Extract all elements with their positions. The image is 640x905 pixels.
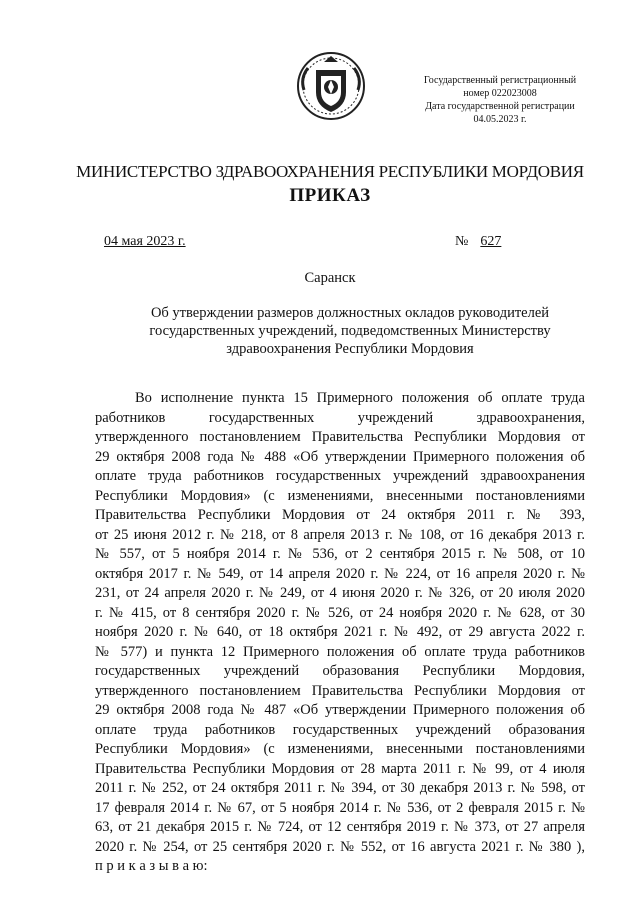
order-title: ПРИКАЗ [289, 185, 371, 206]
coat-of-arms-icon [296, 50, 366, 122]
body-line: работников государственных учреждений здравоохранения, [95, 409, 585, 426]
subject-line: Об утверждении размеров должностных окладов руководителей [150, 305, 550, 321]
body-line: 29 октября 2008 года № 487 «Об утверждении Примерного положения об [95, 702, 585, 718]
registration-line: Дата государственной регистрации [425, 101, 575, 112]
body-line: Республики Мордовия» (с изменениями, внесенными постановлениями [95, 487, 585, 504]
order-body [95, 389, 585, 877]
body-line: № 557, от 5 ноября 2014 г. № 536, от 2 сентября 2015 г. № 508, от 10 [95, 546, 585, 562]
registration-line: Государственный регистрационный [423, 75, 577, 86]
body-line: 17 февраля 2014 г. № 67, от 5 ноября 2014 г. № 536, от 2 февраля 2015 г. № [95, 799, 585, 816]
body-line: № 577) и пункта 12 Примерного положения об оплате труда работников [95, 643, 585, 660]
body-line: Во исполнение пункта 15 Примерного положения об оплате труда [135, 390, 585, 406]
body-line: 29 октября 2008 года № 488 «Об утверждении Примерного положения об [95, 448, 585, 465]
body-line: 231, от 24 апреля 2020 г. № 249, от 4 июня 2020 г. № 326, от 20 июля 2020 [95, 585, 585, 601]
subject-line: государственных учреждений, подведомственных Министерству [149, 323, 551, 339]
body-line: октября 2017 г. № 549, от 14 апреля 2020 г. № 224, от 16 апреля 2020 г. № [95, 565, 585, 582]
registration-date: 04.05.2023 г. [473, 114, 527, 125]
body-line: оплате труда работников государственных учреждений здравоохранения [95, 468, 585, 484]
order-date: 04 мая 2023 г. [104, 234, 186, 249]
ministry-name: МИНИСТЕРСТВО ЗДРАВООХРАНЕНИЯ РЕСПУБЛИКИ МОРДОВИЯ [76, 162, 584, 181]
body-line: 2020 г. № 254, от 25 сентября 2020 г. № 552, от 16 августа 2021 г. № 380 ), [95, 838, 585, 855]
order-number [455, 234, 501, 250]
body-line: утвержденного постановлением Правительства Республики Мордовия от [95, 682, 585, 699]
body-line: 2011 г. № 252, от 24 октября 2011 г. № 394, от 30 декабря 2013 г. № 598, от [95, 780, 585, 796]
registration-info [398, 74, 602, 126]
number-sign: № [455, 234, 469, 249]
body-line-orders: п р и к а з ы в а ю: [95, 858, 208, 874]
subject-line: здравоохранения Республики Мордовия [226, 341, 474, 357]
body-line: Правительства Республики Мордовия от 28 марта 2011 г. № 99, от 4 июля [95, 760, 585, 777]
body-line: государственных учреждений образования Республики Мордовия, [95, 663, 585, 679]
order-subject [120, 304, 580, 358]
order-number-value: 627 [480, 234, 502, 249]
body-line: г. № 415, от 8 сентября 2020 г. № 526, от 24 ноября 2020 г. № 628, от 30 [95, 604, 585, 621]
city: Саранск [304, 270, 356, 286]
registration-number: номер 022023008 [463, 88, 537, 99]
body-line: от 25 июня 2012 г. № 218, от 8 апреля 2013 г. № 108, от 16 декабря 2013 г. [95, 526, 585, 543]
body-line: утвержденного постановлением Правительства Республики Мордовия от [95, 429, 585, 445]
body-line: ноября 2020 г. № 640, от 18 октября 2021 г. № 492, от 29 августа 2022 г. [95, 624, 585, 640]
body-line: 63, от 21 декабря 2015 г. № 724, от 12 сентября 2019 г. № 373, от 27 апреля [95, 819, 585, 835]
body-line: Правительства Республики Мордовия от 24 октября 2011 г. № 393, [95, 507, 585, 523]
body-line: Республики Мордовия» (с изменениями, внесенными постановлениями [95, 741, 585, 757]
body-line: оплате труда работников государственных учреждений образования [95, 721, 585, 738]
